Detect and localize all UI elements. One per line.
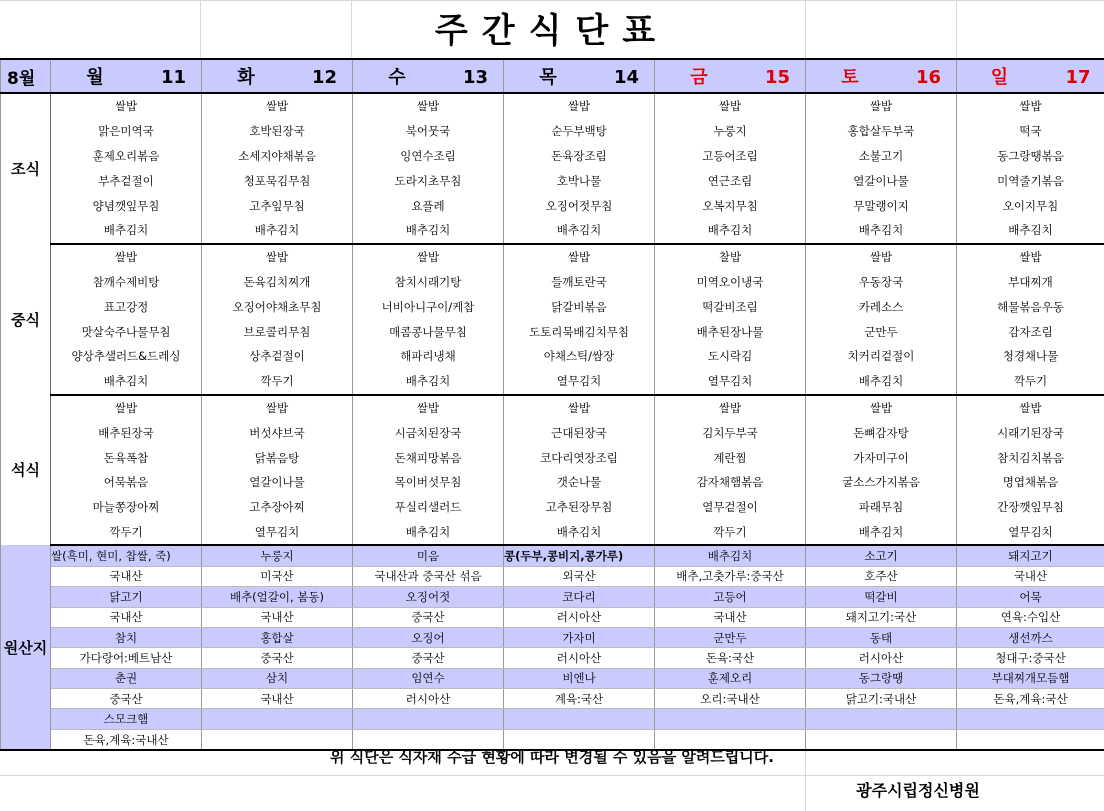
origin-cell: 중국산 bbox=[51, 689, 202, 709]
day-name: 화 bbox=[237, 67, 255, 88]
menu-cell: 소불고기 bbox=[806, 144, 957, 169]
origin-cell: 동태 bbox=[806, 627, 957, 647]
menu-cell: 깍두기 bbox=[655, 520, 806, 546]
origin-cell: 배추(얼갈이, 봄동) bbox=[202, 587, 353, 607]
menu-cell: 돈육김치찌개 bbox=[202, 270, 353, 295]
day-date: 15 bbox=[764, 67, 790, 88]
menu-row bbox=[1, 319, 1104, 344]
menu-cell: 오이지무침 bbox=[957, 193, 1104, 218]
menu-cell: 열갈이나물 bbox=[806, 168, 957, 193]
origin-cell: 국내산 bbox=[957, 566, 1104, 586]
menu-cell: 명엽채볶음 bbox=[957, 470, 1104, 495]
menu-cell: 배추김치 bbox=[202, 218, 353, 244]
menu-cell: 떡갈비조림 bbox=[655, 294, 806, 319]
menu-row bbox=[1, 420, 1104, 445]
menu-cell: 해물볶음우동 bbox=[957, 294, 1104, 319]
menu-cell: 참치시래기탕 bbox=[353, 270, 504, 295]
day-name: 토 bbox=[841, 67, 859, 88]
origin-cell: 가자미 bbox=[504, 627, 655, 647]
menu-cell: 도라지초무침 bbox=[353, 168, 504, 193]
menu-cell: 쌀밥 bbox=[655, 395, 806, 421]
menu-cell: 찰밥 bbox=[655, 244, 806, 270]
menu-cell: 감자조림 bbox=[957, 319, 1104, 344]
origin-cell: 중국산 bbox=[353, 648, 504, 668]
menu-cell: 상추겉절이 bbox=[202, 344, 353, 369]
day-date: 17 bbox=[1065, 67, 1091, 88]
origin-cell: 생선까스 bbox=[957, 627, 1104, 647]
origin-cell: 호주산 bbox=[806, 566, 957, 586]
menu-cell: 쌀밥 bbox=[504, 244, 655, 270]
origin-cell: 연육:수입산 bbox=[957, 607, 1104, 627]
origin-row bbox=[1, 709, 1104, 729]
menu-cell: 돈뼈감자탕 bbox=[806, 420, 957, 445]
menu-cell: 깍두기 bbox=[51, 520, 202, 546]
menu-cell: 떡국 bbox=[957, 119, 1104, 144]
menu-cell: 간장깻잎무침 bbox=[957, 495, 1104, 520]
menu-cell: 우동장국 bbox=[806, 270, 957, 295]
menu-cell: 훈제오리볶음 bbox=[51, 144, 202, 169]
origin-cell: 훈제오리 bbox=[655, 668, 806, 688]
menu-cell: 돈육폭찹 bbox=[51, 445, 202, 470]
origin-cell: 국내산 bbox=[51, 607, 202, 627]
origin-cell: 미음 bbox=[353, 545, 504, 566]
origin-cell: 청대구:중국산 bbox=[957, 648, 1104, 668]
menu-cell: 배추김치 bbox=[504, 218, 655, 244]
meal-label: 중식 bbox=[1, 244, 51, 395]
menu-cell: 너비아니구이/케찹 bbox=[353, 294, 504, 319]
menu-cell: 배추김치 bbox=[353, 520, 504, 546]
day-date: 16 bbox=[915, 67, 941, 88]
menu-cell: 고추된장무침 bbox=[504, 495, 655, 520]
menu-cell: 브로콜리무침 bbox=[202, 319, 353, 344]
origin-cell bbox=[202, 709, 353, 729]
origin-cell: 떡갈비 bbox=[806, 587, 957, 607]
menu-cell: 버섯샤브국 bbox=[202, 420, 353, 445]
menu-cell: 배추김치 bbox=[504, 520, 655, 546]
origin-cell: 삼치 bbox=[202, 668, 353, 688]
day-name: 일 bbox=[990, 67, 1009, 88]
menu-cell: 푸실리샐러드 bbox=[353, 495, 504, 520]
menu-cell: 쌀밥 bbox=[202, 244, 353, 270]
origin-cell: 홍합살 bbox=[202, 627, 353, 647]
menu-cell: 쌀밥 bbox=[353, 93, 504, 119]
menu-row bbox=[1, 294, 1104, 319]
origin-cell: 쌀(흑미, 현미, 찹쌀, 죽) bbox=[51, 545, 202, 566]
menu-cell: 깍두기 bbox=[957, 369, 1104, 395]
menu-cell: 들깨토란국 bbox=[504, 270, 655, 295]
menu-cell: 순두부백탕 bbox=[504, 119, 655, 144]
origin-cell: 돼지고기:국산 bbox=[806, 607, 957, 627]
menu-cell: 쌀밥 bbox=[202, 395, 353, 421]
menu-cell: 무말랭이지 bbox=[806, 193, 957, 218]
menu-cell: 고등어조림 bbox=[655, 144, 806, 169]
menu-cell: 양념깻잎무침 bbox=[51, 193, 202, 218]
origin-cell: 국내산 bbox=[51, 566, 202, 586]
menu-cell: 목이버섯무침 bbox=[353, 470, 504, 495]
menu-row bbox=[1, 193, 1104, 218]
origin-cell: 부대찌개모듬햄 bbox=[957, 668, 1104, 688]
menu-cell: 맑은미역국 bbox=[51, 119, 202, 144]
origin-cell: 미국산 bbox=[202, 566, 353, 586]
origin-cell: 콩(두부,콩비지,콩가루) bbox=[504, 545, 655, 566]
menu-cell: 야채스틱/쌈장 bbox=[504, 344, 655, 369]
menu-row bbox=[1, 93, 1104, 119]
origin-cell: 누룽지 bbox=[202, 545, 353, 566]
day-name: 월 bbox=[86, 67, 104, 88]
origin-cell: 비엔나 bbox=[504, 668, 655, 688]
origin-cell: 오징어젓 bbox=[353, 587, 504, 607]
day-date: 14 bbox=[613, 67, 639, 88]
menu-cell: 어묵볶음 bbox=[51, 470, 202, 495]
menu-cell: 쌀밥 bbox=[806, 395, 957, 421]
menu-cell: 배추김치 bbox=[51, 218, 202, 244]
menu-cell: 미역줄기볶음 bbox=[957, 168, 1104, 193]
day-name: 금 bbox=[690, 67, 708, 88]
menu-cell: 청경채나물 bbox=[957, 344, 1104, 369]
origin-cell: 고등어 bbox=[655, 587, 806, 607]
origin-row bbox=[1, 689, 1104, 709]
menu-cell: 쌀밥 bbox=[353, 395, 504, 421]
origin-cell: 돈육,계육:국내산 bbox=[51, 729, 202, 750]
menu-cell: 잉연수조림 bbox=[353, 144, 504, 169]
menu-row bbox=[1, 395, 1104, 421]
menu-cell: 동그랑땡볶음 bbox=[957, 144, 1104, 169]
menu-cell: 표고강정 bbox=[51, 294, 202, 319]
origin-cell: 돼지고기 bbox=[957, 545, 1104, 566]
menu-row bbox=[1, 168, 1104, 193]
menu-row bbox=[1, 495, 1104, 520]
day-header bbox=[655, 59, 806, 93]
menu-cell: 깍두기 bbox=[202, 369, 353, 395]
menu-cell: 김치두부국 bbox=[655, 420, 806, 445]
menu-row bbox=[1, 244, 1104, 270]
origin-cell: 스모크햄 bbox=[51, 709, 202, 729]
origin-cell: 국내산 bbox=[655, 607, 806, 627]
origin-cell: 러시아산 bbox=[504, 648, 655, 668]
menu-cell: 갯순나물 bbox=[504, 470, 655, 495]
meal-label: 조식 bbox=[1, 93, 51, 244]
notice-text: 위 식단은 식자재 수급 현황에 따라 변경될 수 있음을 알려드립니다. bbox=[330, 748, 774, 766]
menu-cell: 북어뭇국 bbox=[353, 119, 504, 144]
origin-cell: 계육:국산 bbox=[504, 689, 655, 709]
origin-cell: 어묵 bbox=[957, 587, 1104, 607]
day-date: 11 bbox=[160, 67, 186, 88]
origin-cell: 러시아산 bbox=[353, 689, 504, 709]
menu-row bbox=[1, 470, 1104, 495]
menu-cell: 치커리겉절이 bbox=[806, 344, 957, 369]
menu-cell: 군만두 bbox=[806, 319, 957, 344]
menu-cell: 고추잎무침 bbox=[202, 193, 353, 218]
day-header bbox=[202, 59, 353, 93]
menu-cell: 오징어젓무침 bbox=[504, 193, 655, 218]
menu-cell: 쌀밥 bbox=[504, 395, 655, 421]
menu-cell: 코다리엿장조림 bbox=[504, 445, 655, 470]
origin-cell: 닭고기 bbox=[51, 587, 202, 607]
menu-cell: 배추김치 bbox=[655, 218, 806, 244]
menu-cell: 배추김치 bbox=[957, 218, 1104, 244]
origin-cell: 소고기 bbox=[806, 545, 957, 566]
menu-cell: 맛살숙주나물무침 bbox=[51, 319, 202, 344]
origin-row bbox=[1, 627, 1104, 647]
menu-cell: 부대찌개 bbox=[957, 270, 1104, 295]
menu-cell: 배추김치 bbox=[806, 369, 957, 395]
menu-cell: 호박된장국 bbox=[202, 119, 353, 144]
menu-cell: 배추김치 bbox=[806, 218, 957, 244]
menu-cell: 청포묵김무침 bbox=[202, 168, 353, 193]
menu-cell: 마늘쫑장아찌 bbox=[51, 495, 202, 520]
weekly-menu-table bbox=[0, 58, 1104, 751]
menu-cell: 배추김치 bbox=[51, 369, 202, 395]
menu-cell: 쌀밥 bbox=[806, 93, 957, 119]
menu-cell: 쌀밥 bbox=[504, 93, 655, 119]
menu-cell: 돈육장조림 bbox=[504, 144, 655, 169]
origin-cell: 국내산과 중국산 섞음 bbox=[353, 566, 504, 586]
day-header bbox=[353, 59, 504, 93]
origin-cell: 임연수 bbox=[353, 668, 504, 688]
origin-cell: 코다리 bbox=[504, 587, 655, 607]
menu-cell: 열무김치 bbox=[957, 520, 1104, 546]
menu-table-body bbox=[1, 59, 1104, 750]
menu-cell: 쌀밥 bbox=[806, 244, 957, 270]
origin-cell bbox=[806, 709, 957, 729]
menu-cell: 열무김치 bbox=[202, 520, 353, 546]
origin-cell: 중국산 bbox=[202, 648, 353, 668]
menu-cell: 참치김치볶음 bbox=[957, 445, 1104, 470]
menu-row bbox=[1, 119, 1104, 144]
menu-cell: 양상추샐러드&드레싱 bbox=[51, 344, 202, 369]
day-header bbox=[504, 59, 655, 93]
day-date: 13 bbox=[462, 67, 488, 88]
origin-cell: 국내산 bbox=[202, 607, 353, 627]
day-header bbox=[957, 59, 1104, 93]
origin-cell: 춘권 bbox=[51, 668, 202, 688]
menu-cell: 연근조림 bbox=[655, 168, 806, 193]
origin-cell: 참치 bbox=[51, 627, 202, 647]
origin-cell bbox=[957, 709, 1104, 729]
day-header bbox=[51, 59, 202, 93]
menu-cell: 소세지야채볶음 bbox=[202, 144, 353, 169]
page-title: 주간식단표 bbox=[434, 11, 670, 51]
menu-cell: 부추겉절이 bbox=[51, 168, 202, 193]
menu-row bbox=[1, 369, 1104, 395]
origin-cell: 중국산 bbox=[353, 607, 504, 627]
origin-cell: 닭고기:국내산 bbox=[806, 689, 957, 709]
month-label: 8월 bbox=[1, 59, 51, 93]
hospital-name: 광주시립정신병원 bbox=[856, 781, 980, 800]
menu-row bbox=[1, 218, 1104, 244]
day-name: 목 bbox=[539, 67, 557, 88]
menu-cell: 도토리묵배김치무침 bbox=[504, 319, 655, 344]
menu-cell: 쌀밥 bbox=[655, 93, 806, 119]
menu-cell: 쌀밥 bbox=[353, 244, 504, 270]
origin-row bbox=[1, 566, 1104, 586]
menu-cell: 쌀밥 bbox=[202, 93, 353, 119]
menu-cell: 시금치된장국 bbox=[353, 420, 504, 445]
origin-cell: 배추김치 bbox=[655, 545, 806, 566]
menu-cell: 파래무침 bbox=[806, 495, 957, 520]
menu-cell: 미역오이냉국 bbox=[655, 270, 806, 295]
origin-cell: 배추,고춧가루:중국산 bbox=[655, 566, 806, 586]
menu-cell: 고추장아찌 bbox=[202, 495, 353, 520]
menu-cell: 배추김치 bbox=[353, 369, 504, 395]
menu-cell: 참깨수제비탕 bbox=[51, 270, 202, 295]
menu-cell: 감자채햄볶음 bbox=[655, 470, 806, 495]
menu-cell: 오복지무침 bbox=[655, 193, 806, 218]
day-name: 수 bbox=[388, 67, 406, 88]
menu-cell: 닭볶음탕 bbox=[202, 445, 353, 470]
origin-cell: 오징어 bbox=[353, 627, 504, 647]
origin-cell: 러시아산 bbox=[504, 607, 655, 627]
menu-cell: 열무김치 bbox=[655, 369, 806, 395]
menu-cell: 근대된장국 bbox=[504, 420, 655, 445]
origin-cell: 돈육:국산 bbox=[655, 648, 806, 668]
menu-row bbox=[1, 344, 1104, 369]
origin-row bbox=[1, 648, 1104, 668]
menu-cell: 호박나물 bbox=[504, 168, 655, 193]
menu-cell: 열무김치 bbox=[504, 369, 655, 395]
origin-cell bbox=[504, 709, 655, 729]
origin-cell: 국내산 bbox=[202, 689, 353, 709]
menu-row bbox=[1, 144, 1104, 169]
menu-cell: 쌀밥 bbox=[51, 244, 202, 270]
menu-cell: 쌀밥 bbox=[957, 395, 1104, 421]
menu-cell: 쌀밥 bbox=[957, 244, 1104, 270]
meal-label: 석식 bbox=[1, 395, 51, 546]
origin-cell: 오리:국내산 bbox=[655, 689, 806, 709]
menu-cell: 해파리냉채 bbox=[353, 344, 504, 369]
menu-cell: 열무겉절이 bbox=[655, 495, 806, 520]
menu-cell: 배추된장나물 bbox=[655, 319, 806, 344]
origin-cell: 돈육,계육:국산 bbox=[957, 689, 1104, 709]
origin-cell: 동그랑땡 bbox=[806, 668, 957, 688]
origin-label: 원산지 bbox=[1, 545, 51, 750]
origin-cell: 러시아산 bbox=[806, 648, 957, 668]
menu-row bbox=[1, 520, 1104, 546]
menu-cell: 시래기된장국 bbox=[957, 420, 1104, 445]
origin-cell: 가다랑어:베트남산 bbox=[51, 648, 202, 668]
menu-cell: 요플레 bbox=[353, 193, 504, 218]
menu-cell: 쌀밥 bbox=[957, 93, 1104, 119]
menu-cell: 매콤콩나물무침 bbox=[353, 319, 504, 344]
day-date: 12 bbox=[311, 67, 337, 88]
origin-row bbox=[1, 545, 1104, 566]
origin-row bbox=[1, 587, 1104, 607]
menu-cell: 배추김치 bbox=[353, 218, 504, 244]
origin-cell bbox=[655, 709, 806, 729]
origin-cell: 군만두 bbox=[655, 627, 806, 647]
origin-cell: 외국산 bbox=[504, 566, 655, 586]
menu-cell: 굴소스가지볶음 bbox=[806, 470, 957, 495]
menu-cell: 누룽지 bbox=[655, 119, 806, 144]
day-header bbox=[806, 59, 957, 93]
origin-row bbox=[1, 607, 1104, 627]
menu-cell: 카레소스 bbox=[806, 294, 957, 319]
menu-cell: 오징어야채초무침 bbox=[202, 294, 353, 319]
menu-cell: 배추된장국 bbox=[51, 420, 202, 445]
origin-cell bbox=[353, 709, 504, 729]
menu-cell: 계란찜 bbox=[655, 445, 806, 470]
menu-cell: 닭갈비볶음 bbox=[504, 294, 655, 319]
origin-row bbox=[1, 668, 1104, 688]
menu-cell: 쌀밥 bbox=[51, 395, 202, 421]
menu-row bbox=[1, 270, 1104, 295]
menu-cell: 가자미구이 bbox=[806, 445, 957, 470]
menu-cell: 도시락김 bbox=[655, 344, 806, 369]
menu-cell: 배추김치 bbox=[806, 520, 957, 546]
menu-cell: 돈채피망볶음 bbox=[353, 445, 504, 470]
menu-row bbox=[1, 445, 1104, 470]
menu-cell: 열갈이나물 bbox=[202, 470, 353, 495]
header-row bbox=[1, 59, 1104, 93]
menu-cell: 홍합살두부국 bbox=[806, 119, 957, 144]
menu-cell: 쌀밥 bbox=[51, 93, 202, 119]
